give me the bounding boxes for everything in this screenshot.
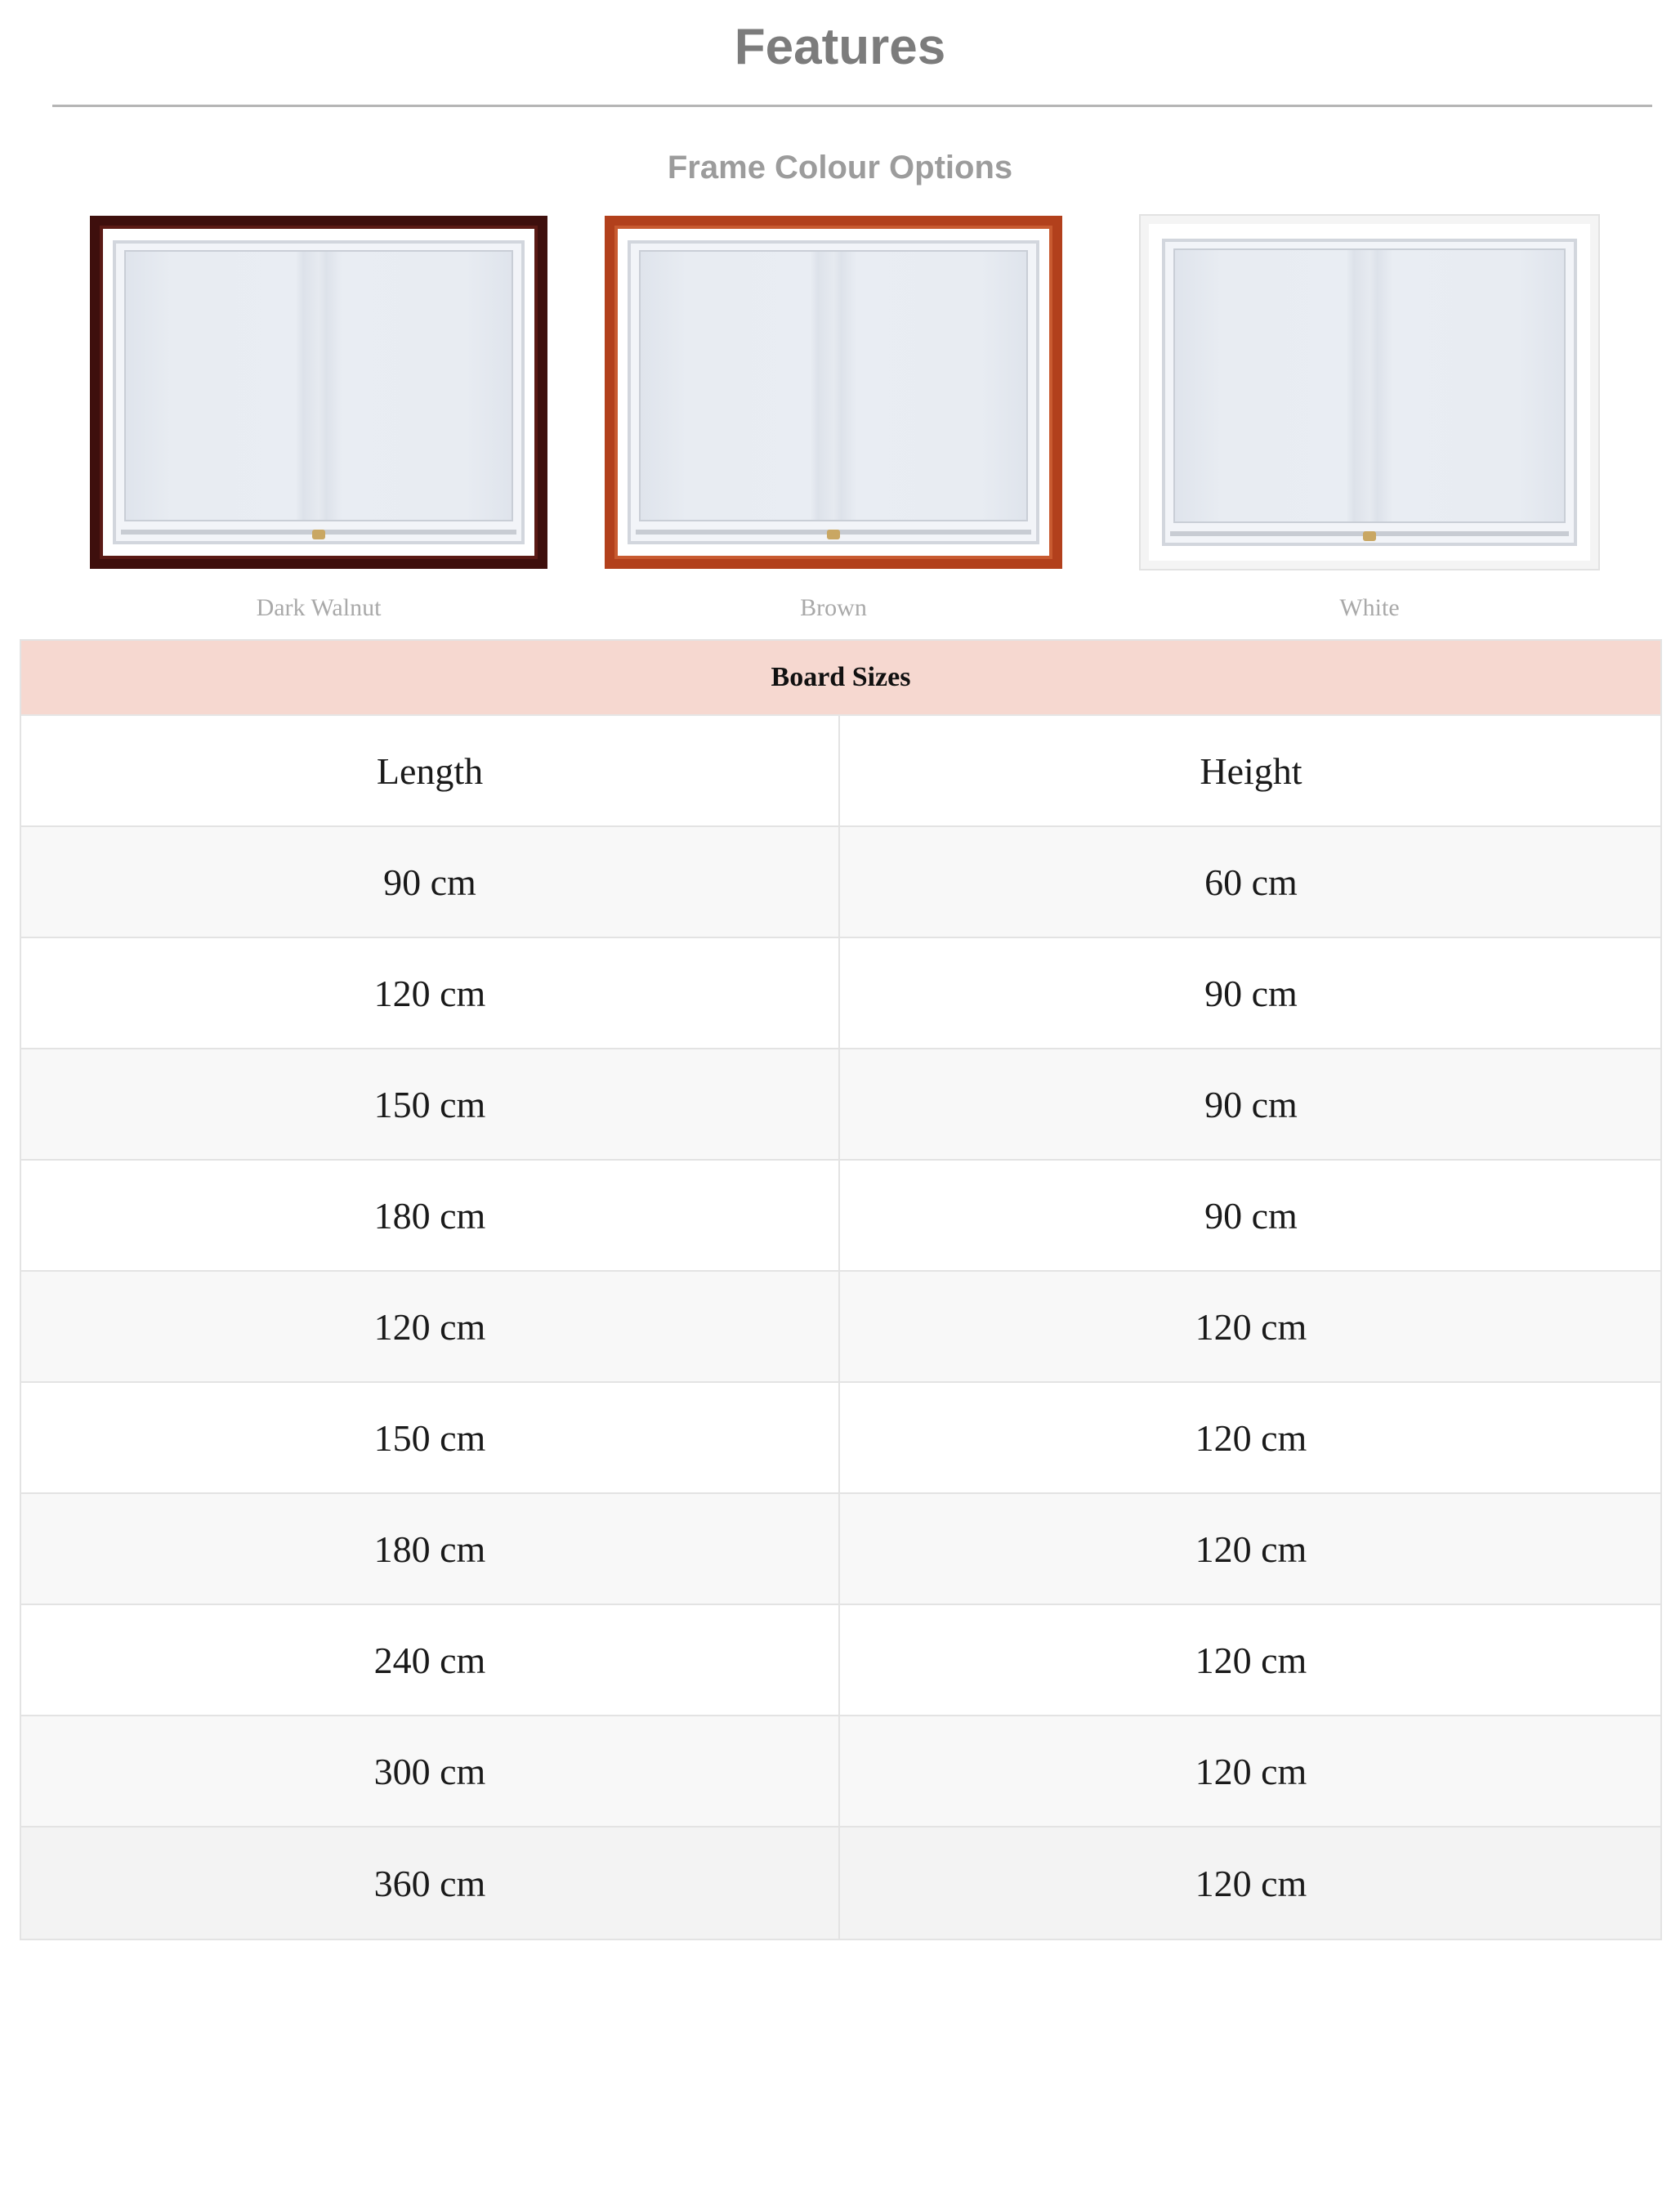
lock-icon	[1363, 531, 1376, 541]
length-cell: 360 cm	[21, 1827, 840, 1939]
length-cell: 240 cm	[21, 1605, 840, 1715]
height-cell: 120 cm	[1195, 1639, 1307, 1681]
lock-icon	[827, 530, 840, 539]
height-cell: 90 cm	[1204, 972, 1298, 1014]
length-cell: 120 cm	[21, 938, 840, 1048]
board-glass	[628, 240, 1039, 544]
table-row	[21, 1383, 1660, 1494]
frame-colour-heading: Frame Colour Options	[667, 150, 1013, 186]
table-row	[21, 1827, 1660, 1939]
table-row	[21, 1494, 1660, 1605]
table-header-row	[21, 716, 1660, 827]
table-row	[21, 827, 1660, 938]
board-sizes-table	[20, 639, 1662, 1940]
height-cell: 120 cm	[1195, 1862, 1307, 1904]
length-cell: 300 cm	[21, 1716, 840, 1826]
height-cell: 120 cm	[1195, 1305, 1307, 1348]
height-cell: 90 cm	[1204, 1083, 1298, 1125]
length-cell: 180 cm	[21, 1494, 840, 1604]
swatch-white	[1141, 216, 1598, 569]
height-cell: 120 cm	[1195, 1528, 1307, 1570]
height-cell: 90 cm	[1204, 1194, 1298, 1237]
swatch-label-brown: Brown	[800, 594, 867, 621]
page-title: Features	[734, 19, 946, 75]
length-cell: 120 cm	[21, 1272, 840, 1381]
board-glass	[113, 240, 525, 544]
column-header-height: Height	[1200, 749, 1302, 792]
length-cell: 180 cm	[21, 1161, 840, 1270]
lock-icon	[312, 530, 325, 539]
table-row	[21, 1161, 1660, 1272]
swatch-dark-walnut	[90, 216, 547, 569]
height-cell: 60 cm	[1204, 861, 1298, 903]
length-cell: 90 cm	[21, 827, 840, 937]
swatch-label-white: White	[1339, 594, 1400, 621]
column-header-length: Length	[21, 716, 840, 825]
table-row	[21, 1272, 1660, 1383]
length-cell: 150 cm	[21, 1049, 840, 1159]
swatch-label-dark-walnut: Dark Walnut	[256, 594, 382, 621]
table-row	[21, 938, 1660, 1049]
title-divider	[52, 105, 1652, 107]
board-glass	[1162, 239, 1577, 546]
height-cell: 120 cm	[1195, 1416, 1307, 1459]
table-row	[21, 1049, 1660, 1161]
table-caption: Board Sizes	[21, 641, 1660, 716]
height-cell: 120 cm	[1195, 1750, 1307, 1792]
table-row	[21, 1716, 1660, 1827]
table-row	[21, 1605, 1660, 1716]
length-cell: 150 cm	[21, 1383, 840, 1492]
swatch-brown	[605, 216, 1062, 569]
